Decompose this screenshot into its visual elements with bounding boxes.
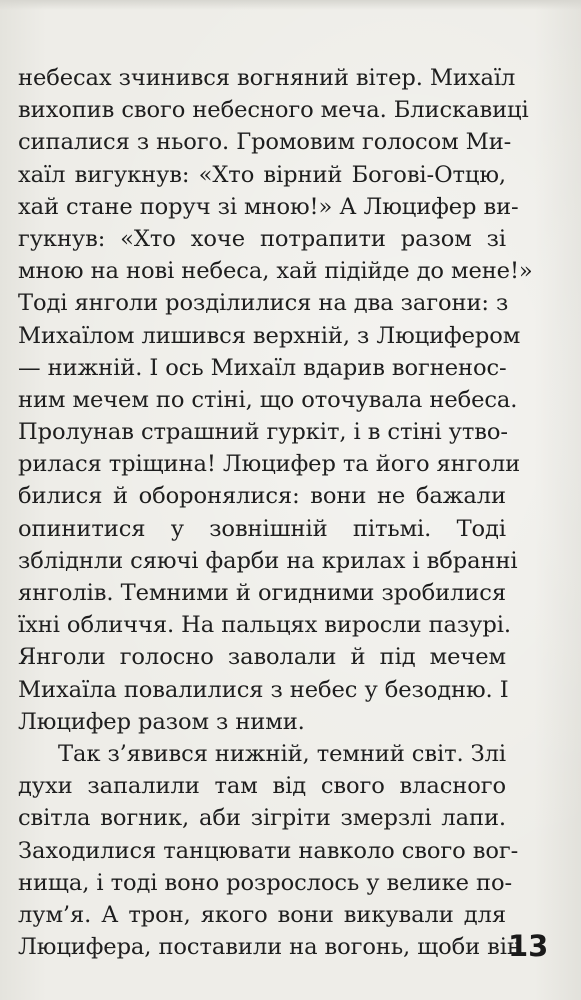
page-number: 13	[508, 929, 549, 963]
text-line: Заходилися танцювати навколо свого вог-	[18, 837, 519, 864]
text-line: хай стане поруч зі мною!» А Люцифер ви-	[18, 193, 519, 220]
text-line: небесах зчинився вогняний вітер. Михаїл	[18, 65, 516, 91]
text-line: вихопив свого небесного меча. Блискавиці	[18, 97, 529, 124]
text-line: збліднли сяючі фарби на крилах і вбранні	[18, 547, 518, 574]
text-line: янголів. Темними й огидними зробилися	[18, 580, 506, 606]
text-line: нища, і тоді воно розрослось у велике по-	[18, 869, 512, 896]
paragraph-2	[18, 738, 522, 963]
text-line: Михаїлом лишився верхній, з Люцифером	[18, 322, 521, 349]
text-line: їхні обличчя. На пальцях виросли пазурі.	[18, 612, 511, 639]
text-line: билися й оборонялися: вони не бажали	[18, 483, 506, 510]
text-line: мною на нові небеса, хай підійде до мене!»	[18, 258, 533, 285]
text-line: хаїл вигукнув: «Хто вірний Богові-Отцю,	[18, 161, 506, 188]
text-line: гукнув: «Хто хоче потрапити разом зі	[18, 225, 506, 252]
text-line: Тоді янголи розділилися на два загони: з	[18, 290, 509, 317]
text-line: сипалися з нього. Громовим голосом Ми-	[18, 129, 512, 156]
text-line: Люцифера, поставили на вогонь, щоби він	[18, 934, 522, 961]
text-line: Михаїла повалилися з небес у безодню. І	[18, 676, 509, 703]
text-line: світла вогник, аби зігріти змерзлі лапи.	[18, 805, 506, 832]
text-line: лум’я. А трон, якого вони викували для	[18, 901, 506, 928]
text-line: Люцифер разом з ними.	[18, 708, 305, 735]
text-line: — нижній. І ось Михаїл вдарив вогненос-	[18, 354, 507, 381]
text-line: Янголи голосно заволали й під мечем	[18, 644, 506, 671]
text-line: ним мечем по стіні, що оточувала небеса.	[18, 386, 518, 413]
page-top-edge	[0, 0, 581, 10]
paragraph-1	[18, 62, 533, 738]
text-line: рилася тріщина! Люцифер та його янголи	[18, 451, 521, 478]
text-line: опинитися у зовнішній пітьмі. Тоді	[18, 515, 506, 542]
text-line: Пролунав страшний гуркіт, і в стіні утво-	[18, 419, 508, 446]
text-line: духи запалили там від свого власного	[18, 773, 506, 800]
text-line: Так з’явився нижній, темний світ. Злі	[58, 740, 507, 767]
